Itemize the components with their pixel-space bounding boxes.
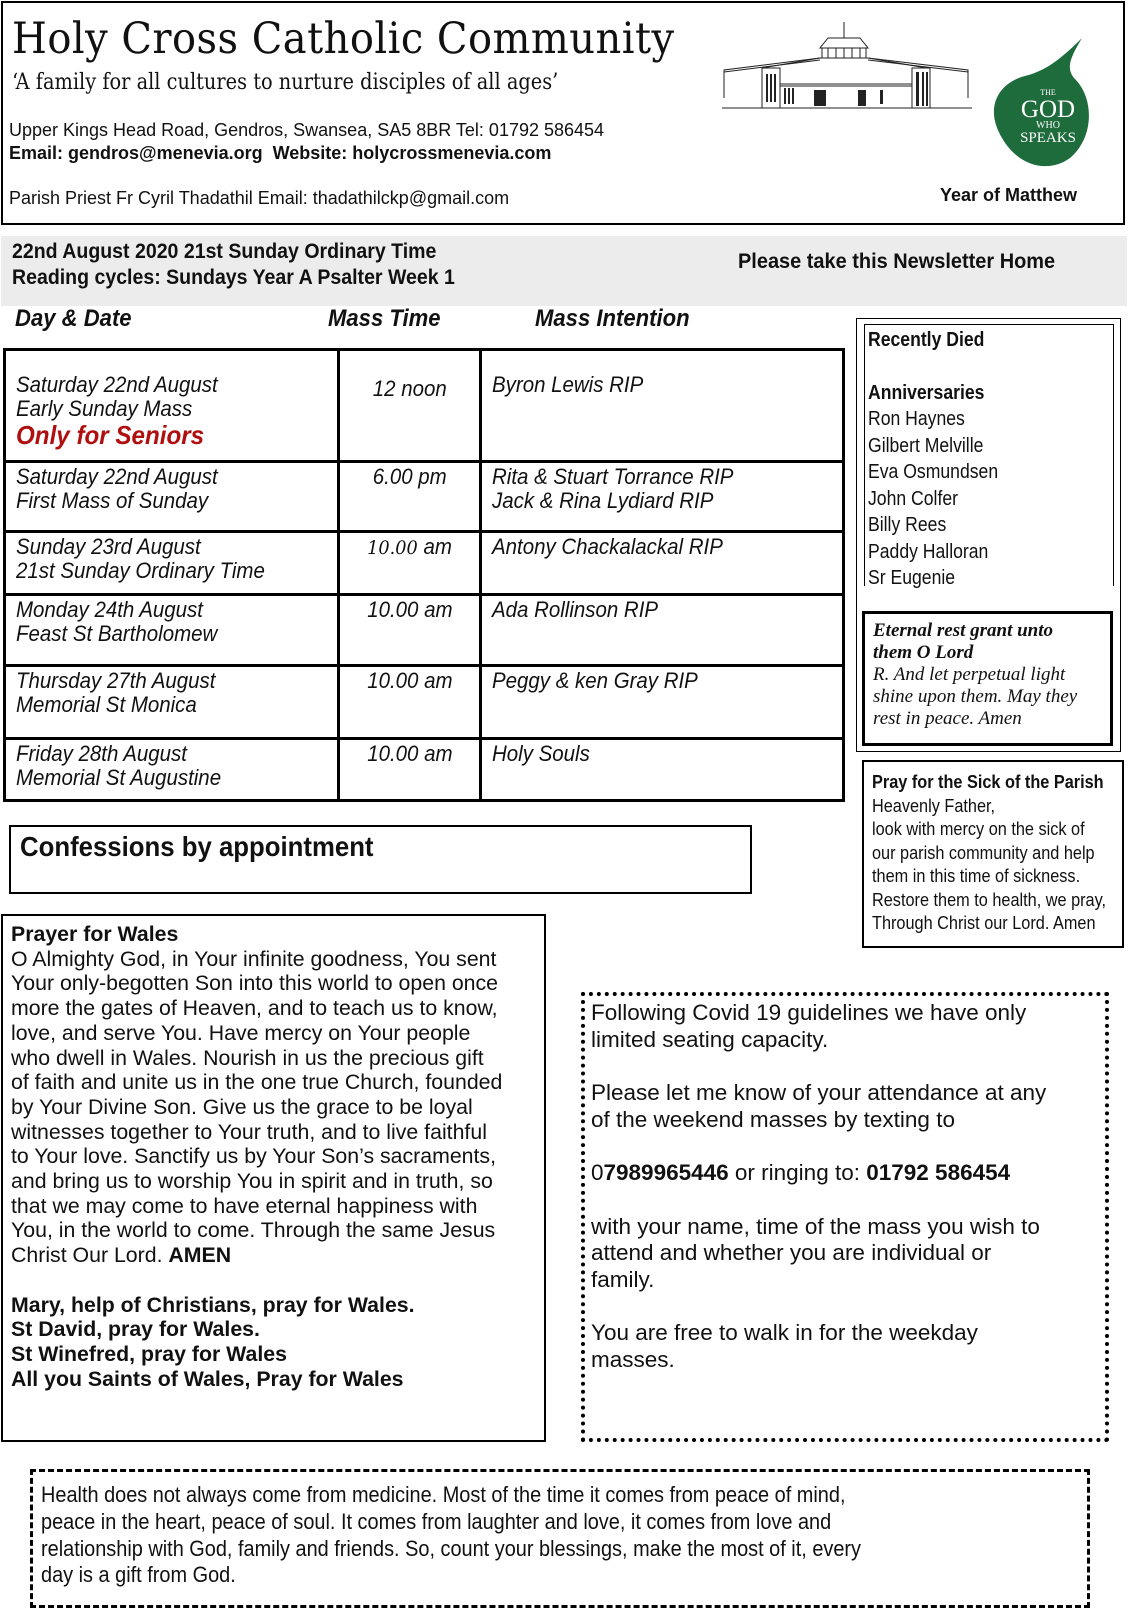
prayer-line: O Almighty God, in Your infinite goodness, You sent [11, 946, 497, 971]
day-date: Friday 28th August [16, 741, 187, 766]
god-who-speaks-logo [990, 38, 1100, 168]
day-cell [5, 532, 339, 595]
mobile-number[interactable]: 7989965446 [603, 1160, 729, 1185]
prayer-line: You, in the world to come. Through the same Jesus [11, 1218, 496, 1243]
day-date: Saturday 22nd August [16, 372, 218, 397]
svg-text:GOD: GOD [1020, 96, 1076, 123]
newsletter-date: 22nd August 2020 21st Sunday Ordinary Time [12, 240, 437, 263]
notice-line: family. [591, 1266, 655, 1292]
list-item: Paddy Halloran [868, 540, 989, 563]
parish-address: Upper Kings Head Road, Gendros, Swansea, SA5 8BR Tel: 01792 586454 [9, 120, 605, 140]
svg-text:WHO: WHO [1036, 120, 1060, 131]
reading-cycle: Reading cycles: Sundays Year A Psalter Week 1 [12, 266, 455, 289]
mass-intention: Antony Chackalackal RIP [492, 534, 723, 559]
notice-line: You are free to walk in for the weekday [591, 1320, 978, 1345]
mass-intention: Jack & Rina Lydiard RIP [492, 488, 714, 513]
anniversaries-list [868, 406, 998, 592]
mass-time [367, 535, 452, 560]
invocation: All you Saints of Wales, Pray for Wales [11, 1366, 404, 1391]
svg-text:THE: THE [1040, 88, 1056, 97]
prayer-line: shine upon them. May they [873, 686, 1078, 707]
prayer-for-wales-box [1, 914, 546, 1442]
covid-notice-box [581, 992, 1109, 1442]
mass-time-suffix: am [417, 534, 452, 559]
phone-connector: or ringing to: [728, 1160, 867, 1185]
page-title: Holy Cross Catholic Community [12, 14, 675, 64]
table-row [5, 739, 844, 801]
mass-time-number: 10.00 [367, 537, 418, 559]
prayer-line: who dwell in Wales. Nourish in us the precious gift [11, 1045, 484, 1070]
mass-intention: Peggy & ken Gray RIP [492, 668, 698, 693]
time-cell [339, 532, 481, 595]
intention-cell [481, 666, 844, 739]
list-item: John Colfer [868, 487, 959, 510]
prayer-line: R. And let perpetual light [873, 664, 1066, 685]
list-item: Sr Eugenie [868, 567, 956, 589]
mass-time: 10.00 am [366, 668, 453, 693]
mass-schedule-table [3, 348, 845, 802]
landline-number[interactable]: 01792 586454 [866, 1160, 1011, 1185]
invocation: Mary, help of Christians, pray for Wales. [11, 1292, 415, 1317]
notice-line: limited seating capacity. [591, 1026, 829, 1052]
intention-cell [481, 595, 844, 666]
prayer-line: to Your love. Sanctify us by Your Son’s sacraments, [11, 1144, 496, 1169]
time-cell [339, 739, 481, 801]
day-date: Saturday 22nd August [16, 464, 218, 489]
day-detail: Memorial St Augustine [16, 765, 222, 790]
prayer-line: by Your Divine Son. Give us the grace to be loyal [11, 1094, 473, 1119]
phone-line [591, 1160, 1099, 1187]
day-cell [5, 462, 339, 532]
mass-intention: Holy Souls [492, 741, 590, 766]
website-link[interactable]: Website: holycrossmenevia.com [272, 143, 552, 163]
prayer-line: them in this time of sickness. [872, 865, 1081, 886]
sick-prayer-title: Pray for the Sick of the Parish [872, 771, 1104, 792]
quote-line: peace in the heart, peace of soul. It comes from laughter and love, it comes from love and [41, 1508, 832, 1534]
prayer-line: them O Lord [873, 642, 974, 663]
notice-line: with your name, time of the mass you wish to [591, 1213, 1040, 1239]
confessions-notice: Confessions by appointment [20, 831, 374, 862]
mass-time: 10.00 am [366, 597, 453, 622]
svg-text:SPEAKS: SPEAKS [1020, 130, 1076, 146]
table-row [5, 462, 844, 532]
health-quote-box [30, 1469, 1090, 1608]
mass-time: 6.00 pm [372, 464, 447, 489]
time-cell [339, 595, 481, 666]
church-building-icon [722, 20, 982, 115]
notice-line: attend and whether you are individual or [591, 1240, 992, 1265]
notice-line: of the weekend masses by texting to [591, 1106, 955, 1132]
time-cell [339, 462, 481, 532]
day-cell [5, 739, 339, 801]
quote-line: relationship with God, family and friends. So, count your blessings, make the most of it, every [41, 1535, 862, 1561]
prayer-line: love, and serve You. Have mercy on Your people [11, 1020, 471, 1045]
quote-line: Health does not always come from medicine. Most of the time it comes from peace of mind, [41, 1482, 846, 1507]
prayer-line: Your only-begotten Son into this world to open once [11, 971, 499, 996]
seniors-only-notice: Only for Seniors [16, 420, 205, 450]
eternal-rest-prayer [862, 611, 1113, 746]
prayer-line: of faith and unite us in the one true Church, founded [11, 1070, 503, 1095]
column-header-day: Day & Date [15, 305, 132, 332]
phone-prefix: 0 [591, 1160, 604, 1185]
contact-line [9, 143, 551, 164]
table-row [5, 350, 844, 462]
day-date: Thursday 27th August [16, 668, 216, 693]
column-header-time: Mass Time [328, 305, 441, 332]
intention-cell [481, 462, 844, 532]
list-item: Ron Haynes [868, 408, 965, 430]
prayer-line: rest in peace. Amen [873, 708, 1022, 729]
list-item: Billy Rees [868, 514, 947, 536]
day-cell [5, 350, 339, 462]
invocation: St Winefred, pray for Wales [11, 1341, 287, 1366]
notice-line: masses. [591, 1346, 675, 1372]
day-date: Monday 24th August [16, 597, 203, 622]
prayer-line: witnesses together to Your truth, and to live faithful [11, 1119, 487, 1144]
notice-line: Following Covid 19 guidelines we have only [591, 1000, 1027, 1025]
column-header-intention: Mass Intention [535, 305, 690, 332]
day-date: Sunday 23rd August [16, 534, 201, 559]
prayer-line: our parish community and help [872, 841, 1095, 863]
list-item: Gilbert Melville [868, 434, 984, 457]
mass-time: 10.00 am [366, 741, 453, 766]
anniversaries-heading: Anniversaries [868, 382, 985, 404]
mass-time: 12 noon [372, 376, 447, 401]
prayer-line: that we may come to have eternal happiness with [11, 1193, 478, 1218]
prayer-line: and bring us to worship You in spirit and in truth, so [11, 1169, 493, 1194]
take-home-notice: Please take this Newsletter Home [738, 250, 1056, 273]
prayer-line: Restore them to health, we pray, [872, 888, 1107, 910]
prayer-line: Heavenly Father, [872, 794, 996, 816]
quote-line: day is a gift from God. [41, 1562, 236, 1588]
mass-intention: Byron Lewis RIP [492, 372, 644, 397]
prayer-line [11, 1243, 536, 1268]
day-detail: First Mass of Sunday [16, 488, 209, 513]
prayer-line: look with mercy on the sick of [872, 818, 1085, 839]
day-detail: Early Sunday Mass [16, 396, 193, 421]
parish-email-link[interactable]: Email: gendros@menevia.org [9, 143, 263, 163]
mass-intention: Rita & Stuart Torrance RIP [492, 464, 734, 489]
prayer-title: Prayer for Wales [11, 922, 179, 946]
liturgical-year: Year of Matthew [940, 185, 1078, 205]
prayer-line: Through Christ our Lord. Amen [872, 912, 1096, 933]
parish-motto: ‘A family for all cultures to nurture disciples of all ages’ [12, 70, 559, 95]
table-row [5, 595, 844, 666]
table-row [5, 666, 844, 739]
time-cell [339, 666, 481, 739]
notice-line: Please let me know of your attendance at any [591, 1080, 1047, 1105]
intention-cell [481, 532, 844, 595]
parish-priest-contact: Parish Priest Fr Cyril Thadathil Email: thadathilckp@gmail.com [9, 188, 510, 208]
recently-died-heading: Recently Died [868, 329, 985, 351]
prayer-line: Eternal rest grant unto [873, 620, 1054, 641]
day-detail: Memorial St Monica [16, 692, 197, 717]
table-row [5, 532, 844, 595]
list-item: Eva Osmundsen [868, 461, 999, 483]
intention-cell [481, 739, 844, 801]
confessions-box [9, 825, 752, 894]
day-detail: 21st Sunday Ordinary Time [16, 558, 265, 583]
day-cell [5, 666, 339, 739]
time-cell [339, 350, 481, 462]
prayer-line-text: Christ Our Lord. [11, 1243, 169, 1268]
day-cell [5, 595, 339, 666]
prayer-line: more the gates of Heaven, and to teach us to know, [11, 996, 498, 1021]
intention-cell [481, 350, 844, 462]
sick-prayer-box [862, 760, 1124, 948]
amen: AMEN [168, 1243, 232, 1268]
day-detail: Feast St Bartholomew [16, 621, 218, 646]
mass-intention: Ada Rollinson RIP [492, 597, 659, 622]
invocation: St David, pray for Wales. [11, 1317, 260, 1342]
